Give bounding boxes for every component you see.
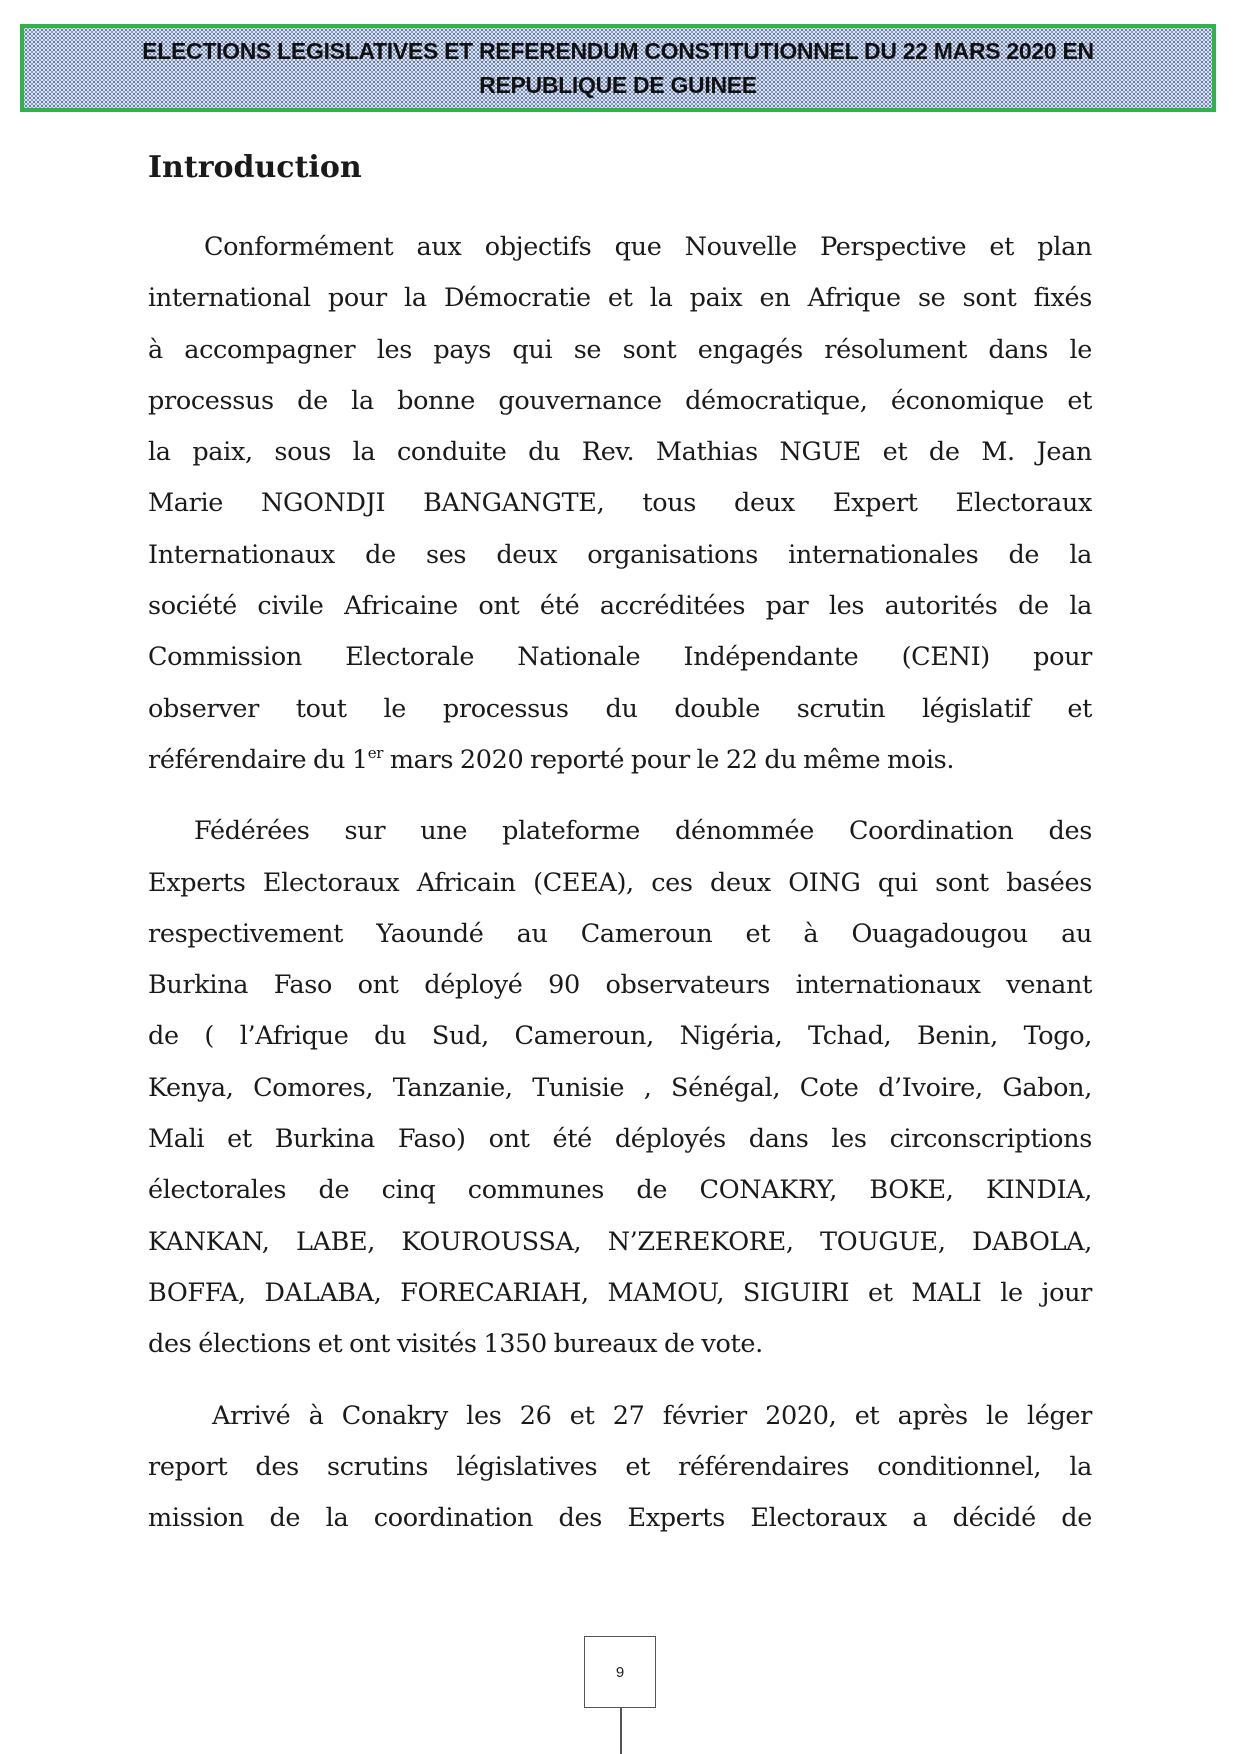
section-heading: Introduction (148, 150, 362, 185)
paragraph-line: respectivement Yaoundé au Cameroun et à Ouagadougou au (148, 918, 1092, 949)
paragraph-line: électorales de cinq communes de CONAKRY, BOKE, KINDIA, (148, 1175, 1092, 1206)
ordinal-superscript: er (367, 743, 384, 762)
paragraph-line: KANKAN, LABE, KOUROUSSA, N’ZEREKORE, TOUGUE, DABOLA, (148, 1226, 1092, 1257)
paragraph-line: société civile Africaine ont été accréditées par les autorités de la (148, 591, 1092, 622)
paragraph-line: international pour la Démocratie et la paix en Afrique se sont fixés (148, 283, 1092, 314)
paragraph-line: Kenya, Comores, Tanzanie, Tunisie , Sénégal, Cote d’Ivoire, Gabon, (148, 1072, 1092, 1103)
paragraph-line: report des scrutins législatives et référendaires conditionnel, la (148, 1451, 1092, 1482)
line-text: mars 2020 reporté pour le 22 du même mois. (383, 744, 955, 775)
paragraph-line: BOFFA, DALABA, FORECARIAH, MAMOU, SIGUIRI et MALI le jour (148, 1277, 1092, 1308)
paragraph-line: Burkina Faso ont déployé 90 observateurs internationaux venant (148, 970, 1092, 1001)
paragraph-line: processus de la bonne gouvernance démocratique, économique et (148, 385, 1092, 416)
paragraph-1 (148, 222, 1092, 786)
paragraph-line: Mali et Burkina Faso) ont été déployés dans les circonscriptions (148, 1124, 1092, 1155)
line-text: référendaire du 1 (148, 744, 368, 775)
paragraph-line: la paix, sous la conduite du Rev. Mathias NGUE et de M. Jean (148, 437, 1092, 468)
header-title-line-2: REPUBLIQUE DE GUINEE (479, 72, 757, 98)
paragraph-line: Internationaux de ses deux organisations internationales de la (148, 539, 1092, 570)
paragraph-3 (148, 1391, 1092, 1545)
document-header-banner (20, 24, 1216, 112)
page-number-connector-line (620, 1708, 622, 1754)
paragraph-line: Commission Electorale Nationale Indépendante (CENI) pour (148, 642, 1092, 673)
paragraph-line: à accompagner les pays qui se sont engagés résolument dans le (148, 334, 1092, 365)
paragraph-line: Experts Electoraux Africain (CEEA), ces deux OING qui sont basées (148, 867, 1092, 898)
paragraph-line: Arrivé à Conakry les 26 et 27 février 2020, et après le léger (212, 1400, 1092, 1431)
paragraph-line: Conformément aux objectifs que Nouvelle Perspective et plan (204, 232, 1092, 262)
paragraph-line-last (148, 735, 1092, 786)
paragraph-line: observer tout le processus du double scrutin législatif et (148, 693, 1092, 724)
paragraph-line: mission de la coordination des Experts Electoraux a décidé de (148, 1503, 1092, 1534)
document-body (148, 146, 1092, 1564)
paragraph-line: Marie NGONDJI BANGANGTE, tous deux Expert Electoraux (148, 488, 1092, 519)
paragraph-line: Fédérées sur une plateforme dénommée Coordination des (194, 816, 1092, 847)
page-number-box (584, 1636, 656, 1708)
header-title-line-1: ELECTIONS LEGISLATIVES ET REFERENDUM CONSTITUTIONNEL DU 22 MARS 2020 EN (142, 38, 1094, 64)
paragraph-line: de ( l’Afrique du Sud, Cameroun, Nigéria, Tchad, Benin, Togo, (148, 1021, 1092, 1052)
paragraph-line: des élections et ont visités 1350 bureaux de vote. (148, 1329, 763, 1360)
paragraph-2 (148, 806, 1092, 1370)
page-number: 9 (615, 1663, 625, 1681)
